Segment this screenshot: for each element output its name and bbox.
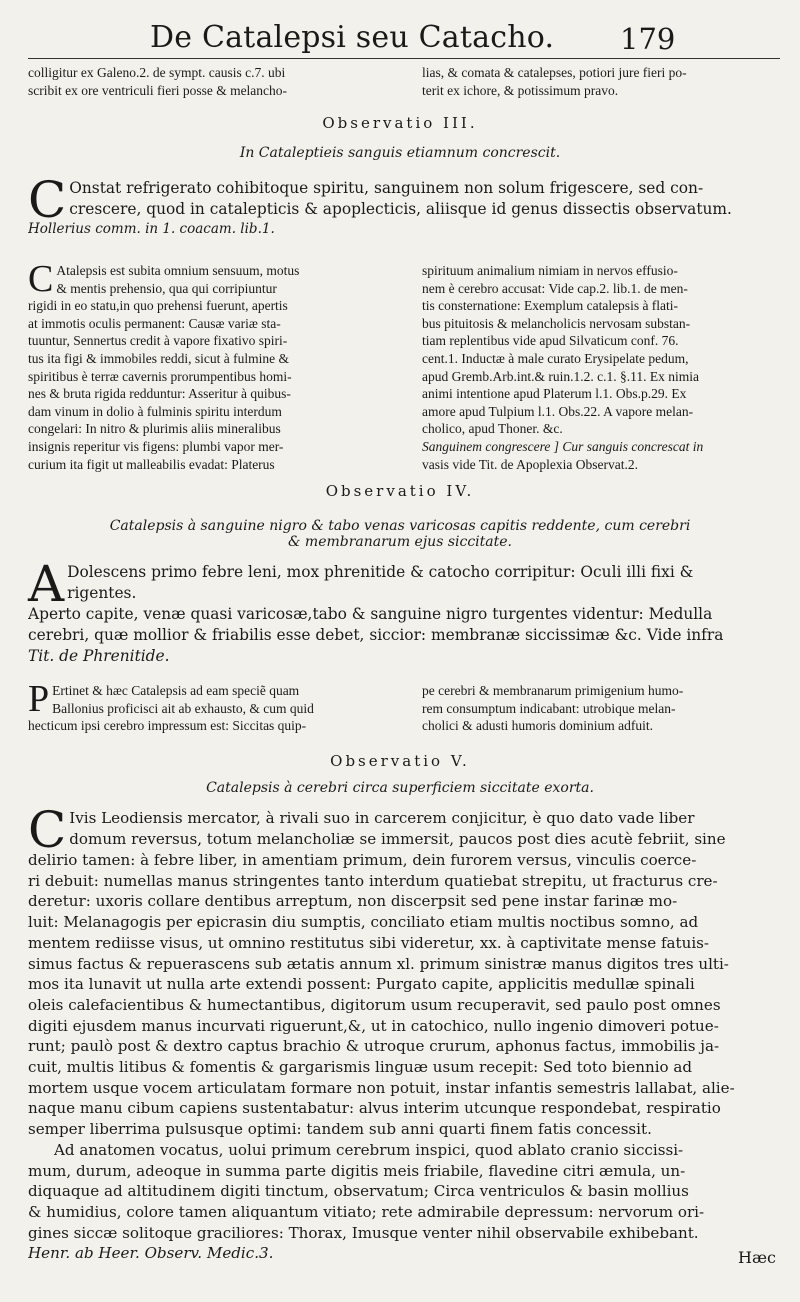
- text-line: rigidi in eo statu,in quo prehensi fuerunt, apertis: [28, 298, 288, 314]
- commentary-right-column: [422, 262, 784, 473]
- text-line: colligitur ex Galeno.2. de sympt. causis c.7. ubi: [28, 65, 286, 80]
- text-line: tiam replentibus vide apud Silvaticum conf. 76.: [422, 333, 679, 349]
- observation-3-commentary: [28, 258, 784, 473]
- drop-cap: P: [28, 678, 50, 720]
- text-line: runt; paulò post & dextro captus brachio & utroque crurum, aphonus factus, immobilis ja-: [28, 1037, 720, 1056]
- text-line: cerebri, quæ mollior & friabilis esse debet, siccior: membranæ siccissimæ &c. Vide infra: [28, 626, 724, 644]
- text-line: delirio tamen: à febre liber, in amentiam primum, dein furorem versus, vinculis coerce-: [28, 851, 697, 869]
- text-line: apud Gremb.Arb.int.& ruin.1.2. c.1. §.11. Ex nimia: [422, 368, 699, 384]
- observation-5-body: [28, 801, 780, 1264]
- text-line: Sanguinem congrescere ] Cur sanguis concrescat in: [422, 438, 704, 454]
- text-line: & mentis prehensio, qua qui corripiuntur: [56, 280, 277, 296]
- text-line: vasis vide Tit. de Apoplexia Observat.2.: [422, 456, 638, 472]
- text-line: mos ita lunavit ut nulla arte extendi possent: Purgato capite, applicitis medullæ spinali: [28, 975, 695, 994]
- text-line: Aperto capite, venæ quasi varicosæ,tabo & sanguine nigro turgentes videntur: Medulla: [28, 605, 713, 623]
- text-line: mum, durum, adeoque in summa parte digitis meis friabile, flavedine citri æmula, un-: [28, 1161, 686, 1180]
- text-line: tuuntur, Sennertus credit à vapore fixativo spiri-: [28, 333, 288, 349]
- observation-5-subtitle: Catalepsis à cerebri circa superficiem siccitate exorta.: [206, 780, 594, 796]
- text-line: Ad anatomen vocatus, uolui primum cerebrum inspici, quod ablato cranio siccissi-: [54, 1140, 684, 1159]
- text-line: Ballonius proficisci ait ab exhausto, & cum quid: [52, 700, 314, 716]
- subtitle-line: & membranarum ejus siccitate.: [288, 534, 512, 550]
- text-line: mortem usque vocem articulatam formare non potuit, instar infantis semestris lallabat, alie-: [28, 1078, 735, 1097]
- top-continuation-right: [422, 64, 784, 99]
- observation-3-subtitle: In Cataleptieis sanguis etiamnum concrescit.: [239, 145, 561, 161]
- observation-4-heading: Observatio IV.: [325, 482, 475, 500]
- drop-cap: C: [28, 258, 54, 300]
- text-line: cholici & adusti humoris dominium adfuit.: [422, 718, 653, 734]
- text-line: terit ex ichore, & potissimum pravo.: [422, 82, 619, 98]
- running-title: De Catalepsi seu Catacho.: [150, 20, 555, 55]
- text-line: spiritibus è terræ cavernis prorumpentibus homi-: [28, 368, 292, 384]
- observation-4-subtitle: [0, 518, 800, 550]
- observation-3-lead: [28, 171, 780, 238]
- drop-cap: C: [28, 171, 67, 229]
- text-line: hecticum ipsi cerebro impressum est: Siccitas quip-: [28, 718, 307, 734]
- text-line: bus pituitosis & melancholicis nervosam substan-: [422, 315, 691, 331]
- text-line: cuit, multis litibus & fomentis & gargarismis linguæ usum recepit: Sed toto biennio ad: [28, 1058, 693, 1077]
- text-line: Ivis Leodiensis mercator, à rivali suo in carcerem conjicitur, è quo dato vade liber: [69, 809, 695, 827]
- text-line: dam vinum in dolio à fulminis spiritu interdum: [28, 403, 282, 419]
- text-line: domum reversus, totum melancholiæ se immersit, paucos post dies acutè febriit, sine: [69, 829, 726, 848]
- drop-cap: C: [28, 801, 67, 859]
- text-line: mentem rediisse visus, ut omnino restitutus sibi videretur, xx. à captivitate mense fatuis-: [28, 933, 709, 952]
- header-rule: [28, 58, 780, 59]
- text-line: rigentes.: [67, 584, 137, 602]
- page-header: [0, 20, 800, 60]
- text-line: ri debuit: numellas manus stringentes tanto interdum quatiebat strepitu, ut fracturus cre-: [28, 871, 718, 890]
- text-line: at immotis oculis permanent: Causæ variæ sta-: [28, 315, 281, 331]
- text-line: tus ita figi & immobiles reddi, sicut à fulmine &: [28, 350, 289, 366]
- text-line: lias, & comata & catalepses, potiori jure fieri po-: [422, 65, 687, 80]
- text-line: nem è cerebro accusat: Vide cap.2. lib.1. de men-: [422, 280, 688, 296]
- commentary-left-column: [28, 258, 390, 473]
- text-line: tis consternatione: Exemplum catalepsis à flati-: [422, 298, 679, 314]
- text-line: scribit ex ore ventriculi fieri posse & melancho-: [28, 82, 288, 98]
- observation-3-heading: Observatio III.: [322, 114, 478, 132]
- text-line: gines siccæ solitoque graciliores: Thorax, Imusque venter nihil observabile exhibebant.: [28, 1223, 699, 1242]
- text-line: pe cerebri & membranarum primigenium humo-: [422, 683, 684, 698]
- text-line: naque manu cibum capiens sustentabatur: alvus interim utcunque respondebat, respiratio: [28, 1099, 721, 1118]
- top-continuation-left: [28, 64, 390, 99]
- page-number: 179: [620, 22, 676, 56]
- text-line: semper liberrima pulsusque optimi: tandem sub anni quarti finem fatis concessit.: [28, 1120, 652, 1139]
- subtitle-line: Catalepsis à sanguine nigro & tabo venas varicosas capitis reddente, cum cerebri: [109, 518, 691, 534]
- text-line: nes & bruta rigida redduntur: Asseritur à quibus-: [28, 386, 291, 402]
- text-line: Atalepsis est subita omnium sensuum, motus: [56, 263, 300, 278]
- source-citation: Hollerius comm. in 1. coacam. lib.1.: [28, 221, 275, 237]
- observation-5-heading: Observatio V.: [330, 752, 470, 770]
- text-line: deretur: uxoris collare dentibus arreptum, non discerpsit sed pene instar farinæ mo-: [28, 892, 678, 911]
- text-line: insignis reperitur vis figens: plumbi vapor mer-: [28, 438, 284, 454]
- observation-4-lead: [28, 555, 780, 667]
- text-line: cent.1. Inductæ à male curato Erysipelate pedum,: [422, 350, 689, 366]
- catchword: Hæc: [738, 1248, 776, 1267]
- text-line: curium ita figit ut malleabilis evadat: Platerus: [28, 456, 275, 472]
- text-line: Dolescens primo febre leni, mox phrenitide & catocho corripitur: Oculi illi fixi &: [67, 563, 694, 581]
- text-line: rem consumptum indicabant: utrobique melan-: [422, 700, 676, 716]
- text-line: animi intentione apud Platerum l.1. Obs.p.29. Ex: [422, 386, 687, 402]
- source-citation: Henr. ab Heer. Observ. Medic.3.: [28, 1244, 274, 1263]
- top-continuation: [28, 64, 784, 99]
- text-line: amore apud Tulpium l.1. Obs.22. A vapore melan-: [422, 403, 694, 419]
- text-line: spirituum animalium nimiam in nervos effusio-: [422, 263, 678, 278]
- text-line: Ertinet & hæc Catalepsis ad eam speciẽ quam: [52, 683, 300, 698]
- text-line: oleis calefacientibus & humectantibus, digitorum usum recuperavit, sed paulo post omnes: [28, 995, 721, 1014]
- observation-4-commentary: [28, 678, 784, 735]
- text-line: crescere, quod in catalepticis & apoplecticis, aliisque id genus dissectis observatum.: [69, 200, 732, 218]
- text-line: & humidius, colore tamen aliquantum vitiato; rete admirabile depressum: nervorum ori-: [28, 1202, 705, 1221]
- drop-cap: A: [28, 555, 65, 613]
- commentary-left-column: [28, 678, 390, 735]
- text-line: simus factus & repuerascens sub ætatis annum xl. primum sinistræ manus digitos tres ulti-: [28, 954, 729, 973]
- commentary-right-column: [422, 682, 784, 735]
- text-line: cholico, apud Thoner. &c.: [422, 421, 563, 437]
- text-line: diquaque ad altitudinem digiti tinctum, observatum; Circa ventriculos & basin mollius: [28, 1182, 689, 1201]
- text-line: congelari: In nitro & plurimis aliis mineralibus: [28, 421, 281, 437]
- text-line: Onstat refrigerato cohibitoque spiritu, sanguinem non solum frigescere, sed con-: [69, 179, 704, 197]
- text-line: Tit. de Phrenitide.: [28, 647, 170, 665]
- text-line: digiti ejusdem manus incurvati riguerunt,&, ut in catochico, nullo ingenio dimoveri potue-: [28, 1016, 719, 1035]
- text-line: luit: Melanagogis per epicrasin diu sumptis, conciliato etiam multis noctibus somno, ad: [28, 913, 699, 932]
